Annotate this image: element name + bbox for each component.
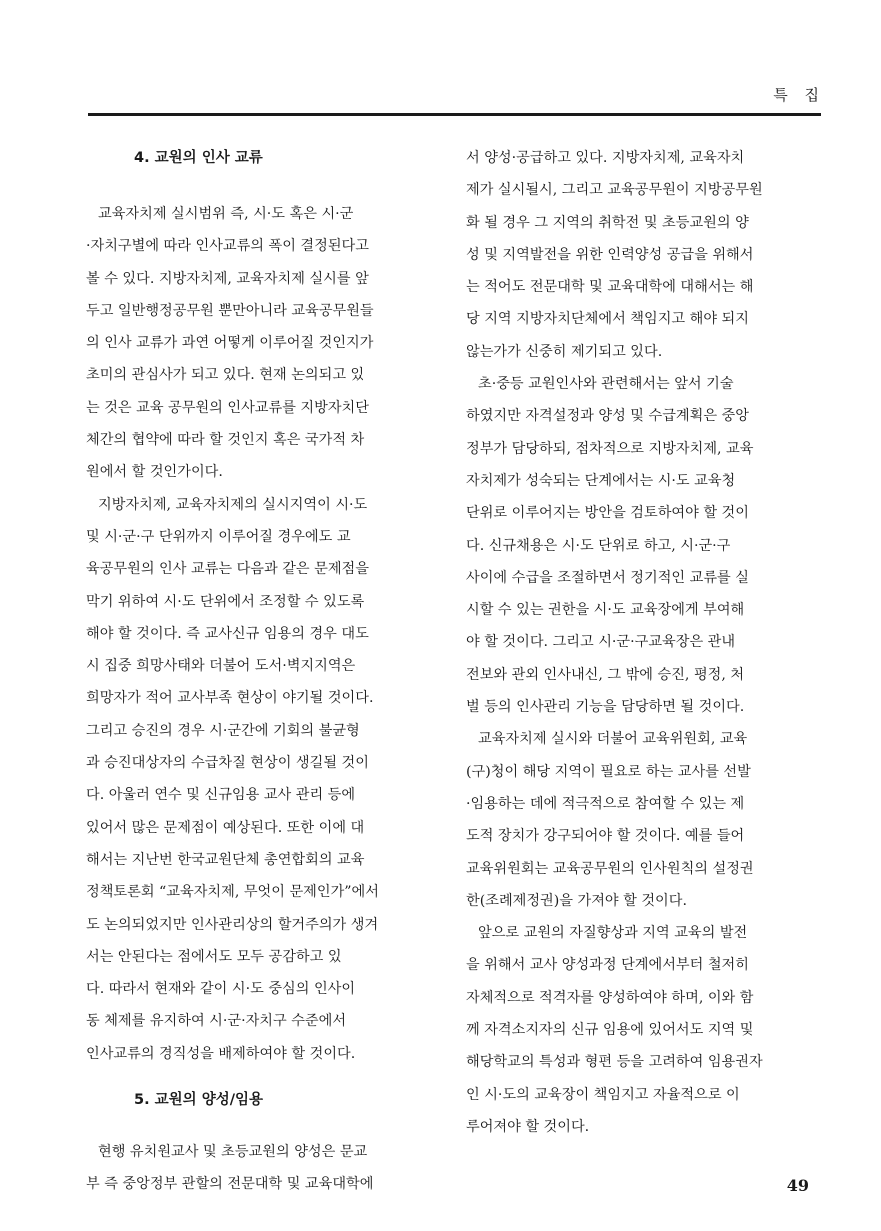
paragraph: 지방자치제, 교육자치제의 실시지역이 시·도 및 시·군·구 단위까지 이루어질 경우에도 교 육공무원의 인사 교류는 다음과 같은 문제점을 막기 위하여 시·도 단위에서 조정할 수 있도록 해야 할 것이다. 즉 교사신규 임용의 경우 대도 시 집중 희망사태와 더불어 도서·벽지지역은 희망자가 적어 교사부족 현상이 야기될 것이다. 그리고 승진의 경우 시·군간에 기회의 불균형 과 승진대상자의 수급차질 현상이 생길될 것이 다. 아울러 연수 및 신규임용 교사 관리 등에 있어서 많은 문제점이 예상된다. 또한 이에 대 해서는 지난번 한국교원단체 총연합회의 교육 정책토론회 “교육자치제, 무엇이 문제인가”에서 도 논의되었지만 인사관리상의 할거주의가 생겨 서는 안된다는 점에서도 모두 공감하고 있 다. 따라서 현재와 같이 시·도 중심의 인사이 동 체제를 유지하여 시·군·자치구 수준에서 인사교류의 경직성을 배제하여야 할 것이다. — [86, 496, 379, 1062]
left-column — [86, 142, 438, 1201]
paragraph: 교육자치제 실시범위 즉, 시·도 혹은 시·군 ·자치구별에 따라 인사교류의 폭이 결정된다고 볼 수 있다. 지방자치제, 교육자치제 실시를 앞 두고 일반행정공무원 뿐만아니라 교육공무원들 의 인사 교류가 과연 어떻게 이루어질 것인지가 초미의 관심사가 되고 있다. 현재 논의되고 있 는 것은 교육 공무원의 인사교류를 지방자치단 체간의 협약에 따라 할 것인지 혹은 국가적 차 원에서 할 것인가이다. — [86, 206, 374, 481]
section-label: 특 집 — [773, 86, 825, 104]
section-heading-4: 4. 교원의 인사 교류 — [134, 150, 263, 166]
header-rule — [88, 113, 821, 116]
paragraph: 초·중등 교원인사와 관련해서는 앞서 기술 하였지만 자격설정과 양성 및 수급계획은 중앙 정부가 담당하되, 점차적으로 지방자치제, 교육 자치제가 성숙되는 단계에서는 시·도 교육청 단위로 이루어지는 방안을 검토하여야 할 것이 다. 신규채용은 시·도 단위로 하고, 시·군·구 사이에 수급을 조절하면서 정기적인 교류를 실 시할 수 있는 권한을 시·도 교육장에게 부여해 야 할 것이다. 그리고 시·군·구교육장은 관내 전보와 관외 인사내신, 그 밖에 승진, 평정, 처 벌 등의 인사관리 기능을 담당하면 될 것이다. — [466, 376, 754, 716]
right-column — [466, 142, 818, 1143]
page-number: 49 — [786, 1176, 809, 1195]
paragraph: 교육자치제 실시와 더불어 교육위원회, 교육 (구)청이 해당 지역이 필요로 하는 교사를 선발 ·임용하는 데에 적극적으로 참여할 수 있는 제 도적 장치가 강구되어야 할 것이다. 예를 들어 교육위원회는 교육공무원의 인사원칙의 설정권 한(조례제정권)을 가져야 할 것이다. — [466, 731, 754, 909]
paragraph: 서 양성·공급하고 있다. 지방자치제, 교육자치 제가 실시될시, 그리고 교육공무원이 지방공무원 화 될 경우 그 지역의 취학전 및 초등교원의 양 성 및 지역발전을 위한 인력양성 공급을 위해서 는 적어도 전문대학 및 교육대학에 대해서는 해 당 지역 지방자치단체에서 책임지고 해야 되지 않는가가 신중히 제기되고 있다. — [466, 150, 763, 360]
paragraph: 현행 유치원교사 및 초등교원의 양성은 문교 부 즉 중앙정부 관할의 전문대학 및 교육대학에 — [86, 1144, 374, 1193]
paragraph: 앞으로 교원의 자질향상과 지역 교육의 발전 을 위해서 교사 양성과정 단계에서부터 철저히 자체적으로 적격자를 양성하여야 하며, 이와 함 께 자격소지자의 신규 임용에 있어서도 지역 및 해당학교의 특성과 형편 등을 고려하여 임용권자 인 시·도의 교육장이 책임지고 자율적으로 이 루어져야 할 것이다. — [466, 925, 763, 1135]
section-heading-5: 5. 교원의 양성/임용 — [134, 1092, 264, 1109]
